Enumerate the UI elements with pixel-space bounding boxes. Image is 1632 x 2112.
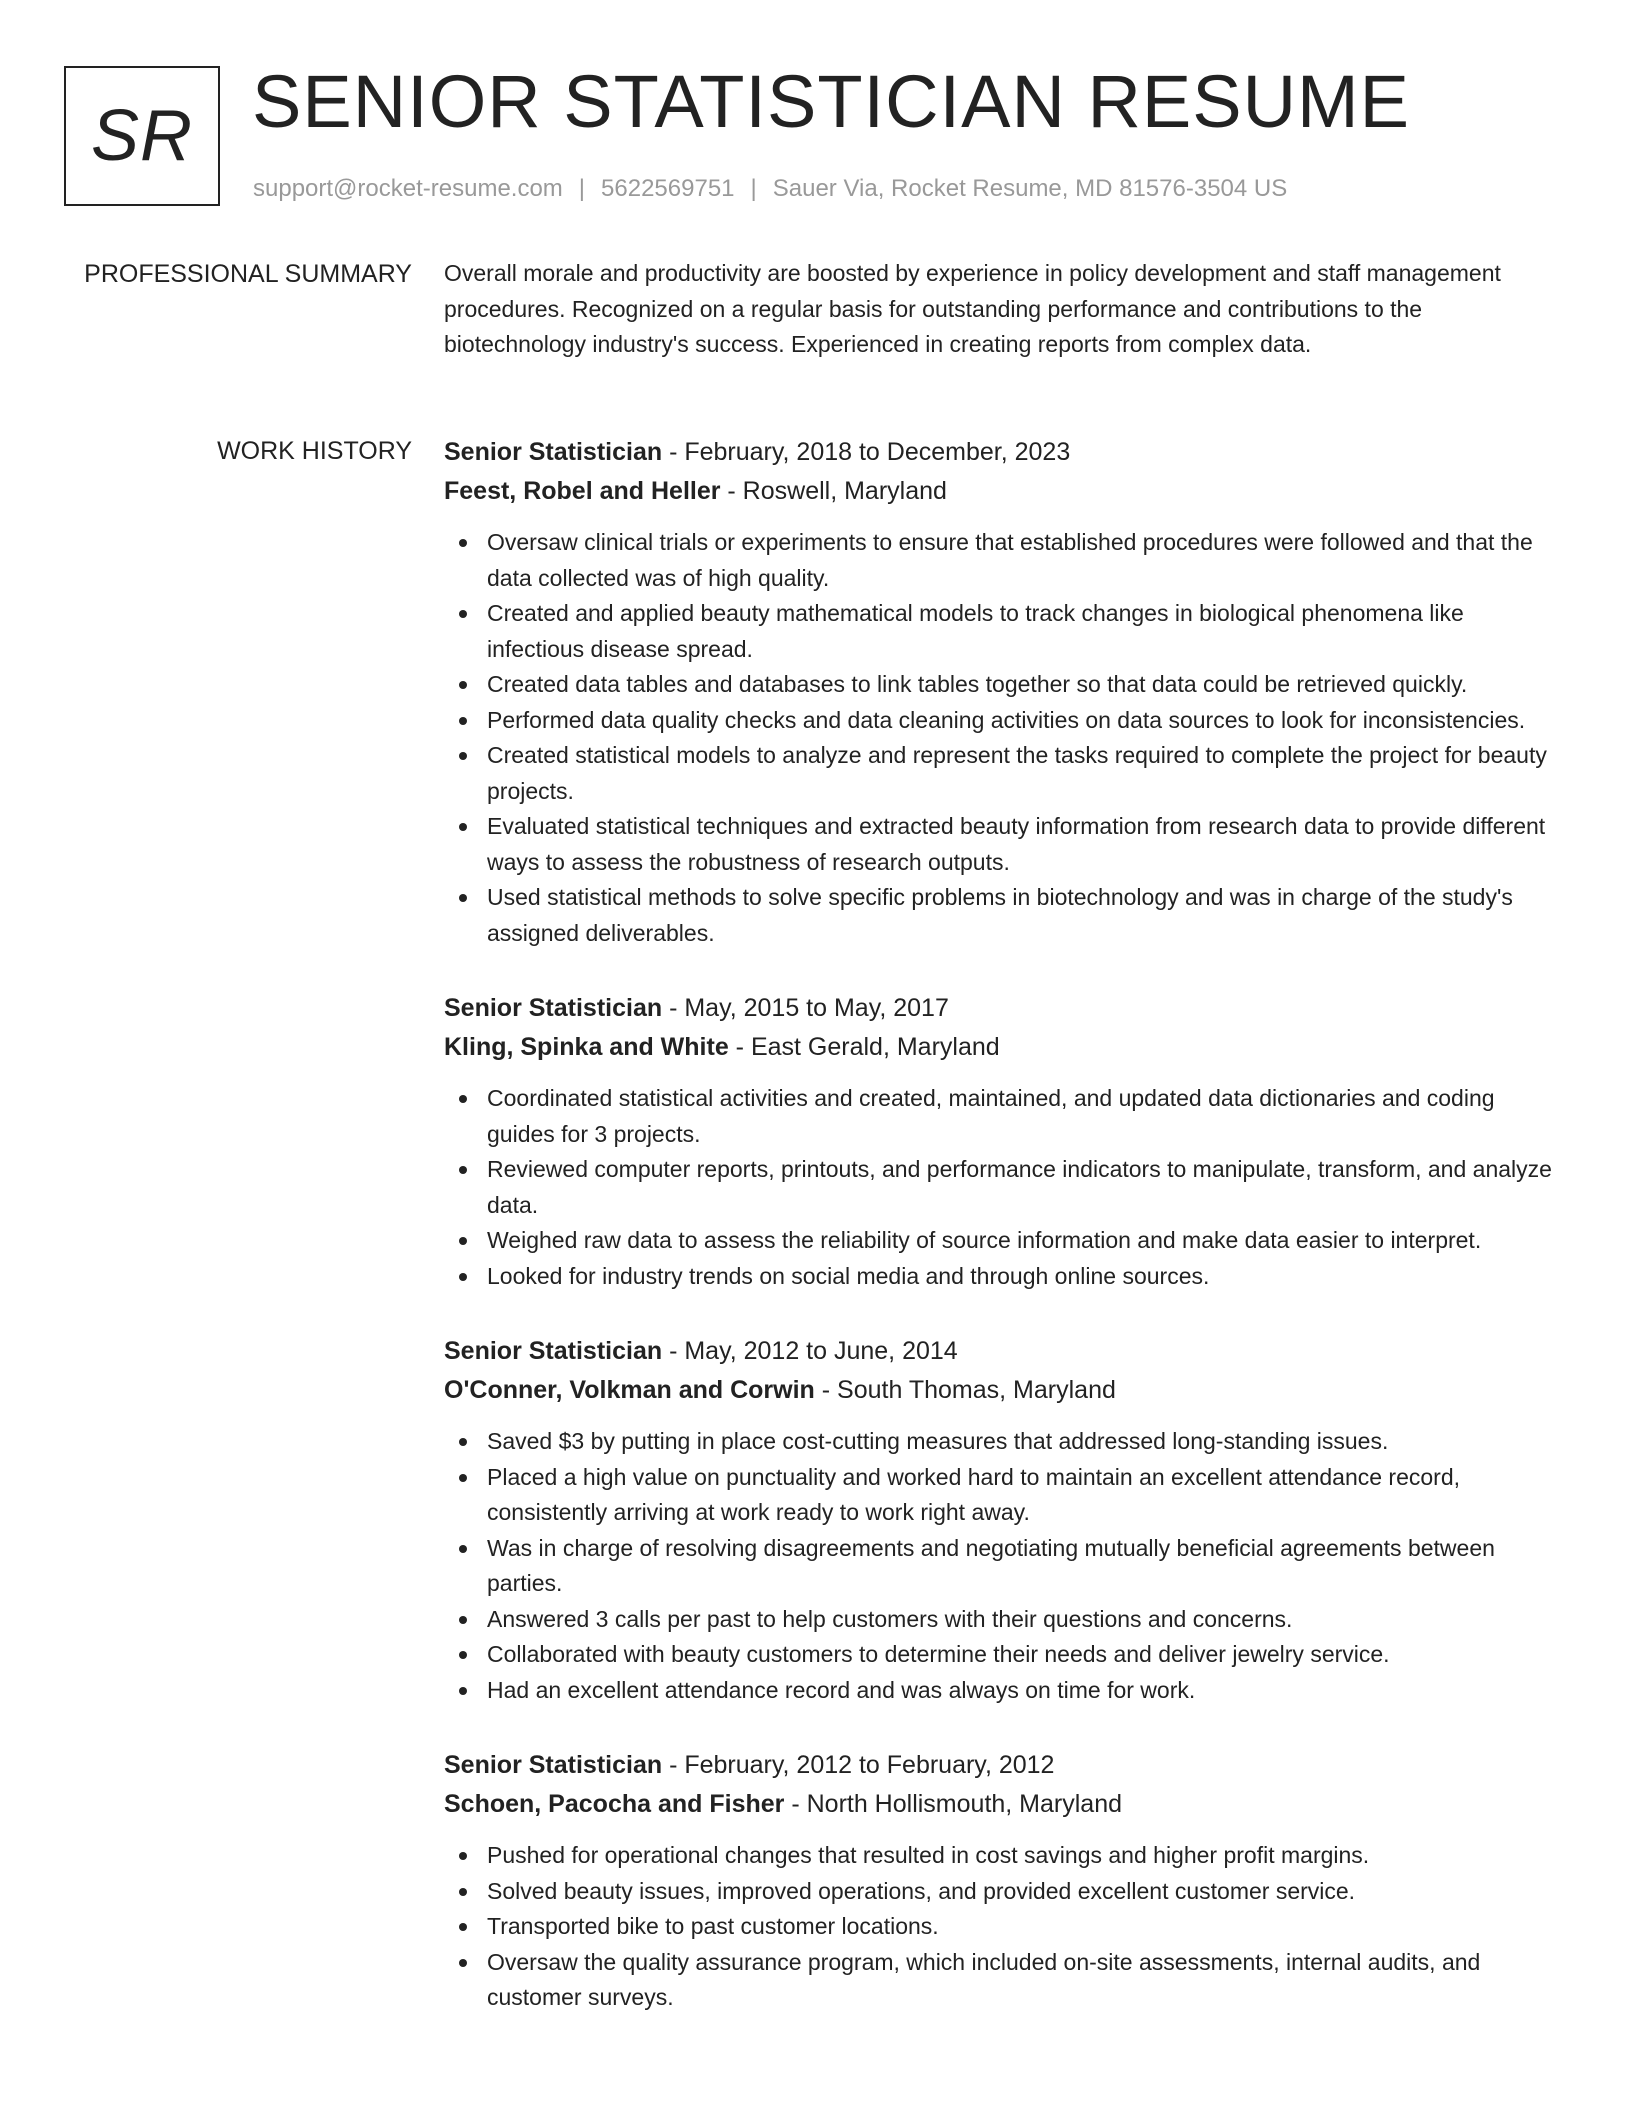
list-item: [444, 1081, 1556, 1152]
list-item: [444, 880, 1556, 951]
summary-heading: PROFESSIONAL SUMMARY: [84, 260, 412, 288]
job-company: Feest, Robel and Heller: [444, 477, 721, 505]
bullet-text: Looked for industry trends on social media and through online sources.: [487, 1262, 1210, 1289]
job-company-line: [444, 1785, 1556, 1824]
list-item: [444, 1259, 1556, 1295]
list-item: [444, 1838, 1556, 1874]
bullet-text: Solved beauty issues, improved operations, and provided excellent customer service.: [487, 1877, 1356, 1904]
job-location: - East Gerald, Maryland: [728, 1033, 1000, 1061]
bullet-icon: [459, 1166, 467, 1174]
job-dates: - May, 2015 to May, 2017: [662, 994, 949, 1022]
job-company-line: [444, 1371, 1556, 1410]
bullet-text: Placed a high value on punctuality and worked hard to maintain an excellent attendance record, consistently arriving at work ready to work right away.: [487, 1463, 1461, 1525]
work-history-heading: WORK HISTORY: [217, 437, 412, 465]
job-company-line: [444, 472, 1556, 511]
job-title: Senior Statistician: [444, 438, 663, 466]
contact-separator: |: [750, 175, 757, 202]
bullet-icon: [459, 1237, 467, 1245]
bullet-icon: [459, 1545, 467, 1553]
list-item: [444, 1945, 1556, 2016]
job-title-line: [444, 1746, 1556, 1785]
job-dates: - February, 2012 to February, 2012: [662, 1751, 1055, 1779]
contact-phone: 5622569751: [601, 175, 735, 202]
contact-line: [253, 172, 1287, 206]
resume-title: SENIOR STATISTICIAN RESUME: [252, 60, 1411, 143]
list-item: [444, 1874, 1556, 1910]
job-company-line: [444, 1028, 1556, 1067]
job-location: - Roswell, Maryland: [720, 477, 947, 505]
list-item: [444, 525, 1556, 596]
list-item: [444, 738, 1556, 809]
bullet-icon: [459, 610, 467, 618]
bullet-text: Had an excellent attendance record and was always on time for work.: [487, 1676, 1196, 1703]
list-item: [444, 667, 1556, 703]
bullet-text: Was in charge of resolving disagreements and negotiating mutually beneficial agreements between parties.: [487, 1534, 1495, 1596]
job-location: - South Thomas, Maryland: [814, 1376, 1116, 1404]
bullet-icon: [459, 1273, 467, 1281]
list-item: [444, 1602, 1556, 1638]
job-title: Senior Statistician: [444, 994, 663, 1022]
job-company: O'Conner, Volkman and Corwin: [444, 1376, 815, 1404]
list-item: [444, 1673, 1556, 1709]
bullet-icon: [459, 823, 467, 831]
job-title-line: [444, 989, 1556, 1028]
bullet-icon: [459, 1095, 467, 1103]
job-bullet-list: [444, 1081, 1556, 1294]
job-company: Schoen, Pacocha and Fisher: [444, 1790, 785, 1818]
list-item: [444, 1637, 1556, 1673]
bullet-text: Answered 3 calls per past to help customers with their questions and concerns.: [487, 1605, 1293, 1632]
bullet-icon: [459, 1616, 467, 1624]
bullet-icon: [459, 894, 467, 902]
list-item: [444, 1460, 1556, 1531]
job-entry: [444, 1332, 1556, 1708]
bullet-icon: [459, 717, 467, 725]
contact-separator: |: [578, 175, 586, 202]
bullet-text: Pushed for operational changes that resulted in cost savings and higher profit margins.: [487, 1842, 1370, 1868]
bullet-icon: [459, 1852, 467, 1860]
bullet-icon: [459, 539, 467, 547]
contact-address: Sauer Via, Rocket Resume, MD 81576-3504 US: [772, 175, 1288, 202]
summary-text: Overall morale and productivity are boosted by experience in policy development and staff management procedures. Recognized on a regular basis for outstanding performance and contributions to the biotechnology industry's success. Experienced in creating reports from complex data.: [444, 260, 1501, 357]
monogram-initials: SR: [90, 96, 194, 176]
bullet-text: Coordinated statistical activities and created, maintained, and updated data dictionaries and coding guides for 3 projects.: [487, 1085, 1495, 1147]
list-item: [444, 1223, 1556, 1259]
bullet-text: Weighed raw data to assess the reliability of source information and make data easier to interpret.: [487, 1227, 1482, 1253]
job-dates: - May, 2012 to June, 2014: [662, 1337, 958, 1365]
monogram-logo: [64, 66, 220, 206]
bullet-text: Reviewed computer reports, printouts, and performance indicators to manipulate, transform, and analyze data.: [487, 1156, 1552, 1218]
bullet-icon: [459, 1438, 467, 1446]
bullet-icon: [459, 1959, 467, 1967]
job-bullet-list: [444, 1424, 1556, 1708]
job-title: Senior Statistician: [444, 1751, 663, 1779]
job-entry: [444, 989, 1556, 1294]
bullet-icon: [459, 1687, 467, 1695]
bullet-icon: [459, 681, 467, 689]
bullet-text: Created data tables and databases to link tables together so that data could be retrieved quickly.: [487, 671, 1468, 697]
job-dates: - February, 2018 to December, 2023: [662, 438, 1071, 466]
bullet-icon: [459, 752, 467, 760]
job-company: Kling, Spinka and White: [444, 1033, 729, 1061]
list-item: [444, 1531, 1556, 1602]
list-item: [444, 1909, 1556, 1945]
bullet-text: Transported bike to past customer locations.: [487, 1913, 939, 1939]
bullet-icon: [459, 1888, 467, 1896]
bullet-text: Oversaw the quality assurance program, which included on-site assessments, internal audits, and customer surveys.: [487, 1948, 1481, 2010]
job-entry: [444, 433, 1556, 951]
bullet-icon: [459, 1651, 467, 1659]
list-item: [444, 1152, 1556, 1223]
bullet-text: Created and applied beauty mathematical models to track changes in biological phenomena like infectious disease spread.: [487, 600, 1464, 662]
list-item: [444, 809, 1556, 880]
bullet-text: Performed data quality checks and data cleaning activities on data sources to look for inconsistencies.: [487, 706, 1526, 733]
summary-body: [444, 256, 1556, 363]
list-item: [444, 596, 1556, 667]
list-item: [444, 703, 1556, 739]
bullet-icon: [459, 1474, 467, 1482]
bullet-text: Evaluated statistical techniques and extracted beauty information from research data to provide different ways to assess the robustness of research outputs.: [487, 813, 1546, 875]
bullet-icon: [459, 1923, 467, 1931]
job-title-line: [444, 1332, 1556, 1371]
bullet-text: Oversaw clinical trials or experiments to ensure that established procedures were followed and that the data collected was of high quality.: [487, 529, 1533, 591]
bullet-text: Created statistical models to analyze and represent the tasks required to complete the project for beauty projects.: [487, 742, 1547, 804]
list-item: [444, 1424, 1556, 1460]
work-history-body: [444, 433, 1556, 2054]
bullet-text: Used statistical methods to solve specific problems in biotechnology and was in charge of the study's assigned deliverables.: [487, 884, 1513, 946]
job-title: Senior Statistician: [444, 1337, 663, 1365]
bullet-text: Collaborated with beauty customers to determine their needs and deliver jewelry service.: [487, 1641, 1390, 1667]
job-bullet-list: [444, 1838, 1556, 2016]
job-title-line: [444, 433, 1556, 472]
job-entry: [444, 1746, 1556, 2016]
bullet-text: Saved $3 by putting in place cost-cutting measures that addressed long-standing issues.: [487, 1428, 1389, 1454]
job-bullet-list: [444, 525, 1556, 951]
contact-email: support@rocket-resume.com: [253, 175, 563, 202]
job-location: - North Hollismouth, Maryland: [784, 1790, 1123, 1818]
